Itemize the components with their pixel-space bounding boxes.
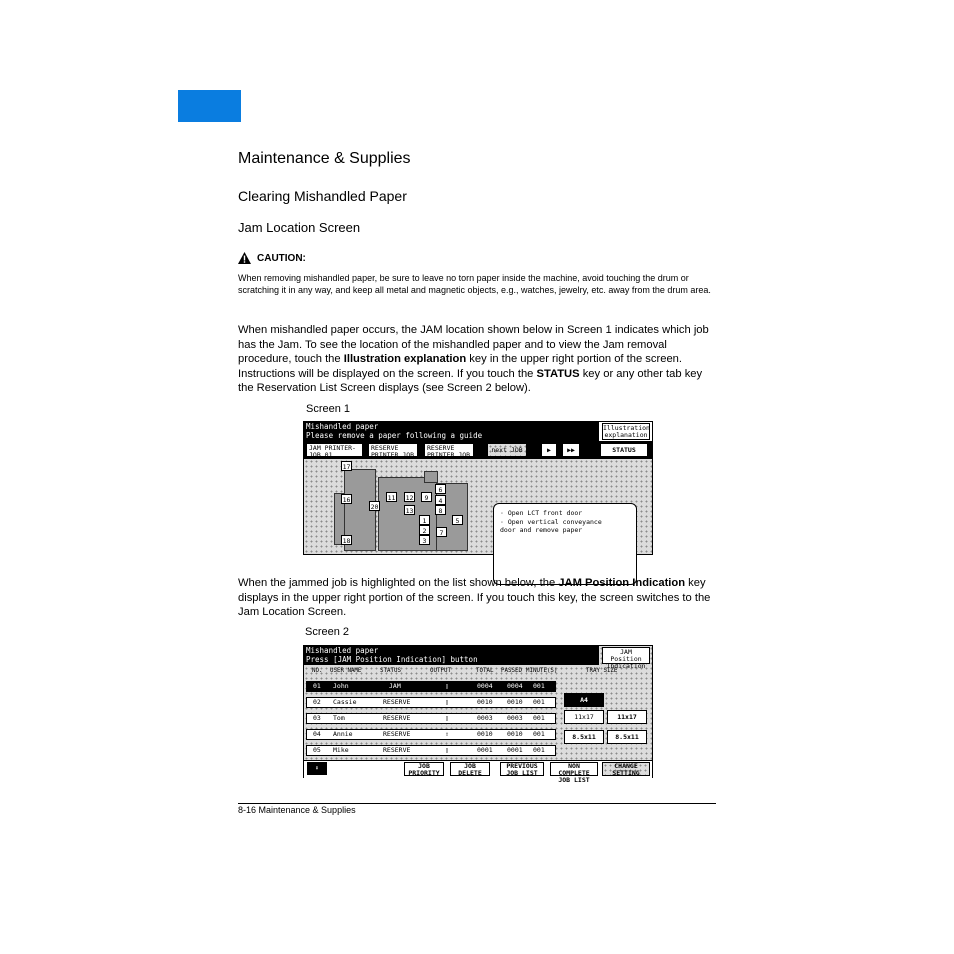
footer-page-label: 8-16 Maintenance & Supplies: [238, 805, 356, 815]
paragraph-2: [238, 576, 718, 620]
row-minutes: 001: [533, 746, 545, 754]
row-passed: 0004: [507, 682, 523, 690]
instruction-2: · Open vertical conveyance: [500, 517, 602, 526]
row-user-name: Cassie: [333, 698, 357, 706]
jam-point-7: 7: [436, 527, 447, 537]
table-row[interactable]: [306, 713, 556, 724]
jam-point-11: 11: [387, 494, 396, 502]
output-tray-icon: ▯: [445, 682, 449, 690]
output-tray-up-icon: ⇧: [445, 730, 449, 738]
job-delete-button[interactable]: JOB DELETE: [450, 762, 490, 776]
change-setting-button[interactable]: CHANGE SETTING: [602, 762, 650, 776]
status-button[interactable]: STATUS: [600, 443, 648, 457]
warning-icon: [238, 252, 251, 264]
row-status: RESERVE: [383, 746, 411, 754]
row-minutes: 001: [533, 682, 545, 690]
header-no: NO.: [312, 668, 323, 674]
play-icon[interactable]: ▶: [541, 443, 557, 457]
paragraph-1: [238, 323, 718, 396]
footer-rule: [238, 803, 716, 804]
row-user-name: Mike: [333, 746, 349, 754]
tray-11x17-left[interactable]: 11x17: [564, 710, 604, 724]
subsection-heading: Clearing Mishandled Paper: [238, 188, 407, 204]
non-complete-job-list-button[interactable]: NON COMPLETE JOB LIST: [550, 762, 598, 776]
row-status: JAM: [389, 682, 401, 690]
row-total: 0010: [477, 698, 493, 706]
row-passed: 0010: [507, 698, 523, 706]
table-row[interactable]: [306, 697, 556, 708]
row-total: 0010: [477, 730, 493, 738]
row-minutes: 001: [533, 714, 545, 722]
topic-heading: Jam Location Screen: [238, 220, 361, 235]
jam-point-12: 12: [405, 494, 414, 502]
row-user-name: Tom: [333, 714, 345, 722]
row-status: RESERVE: [383, 714, 411, 722]
row-user-name: Annie: [333, 730, 353, 738]
jam-point-5: 5: [452, 515, 463, 525]
para1-text-2: key in the upper right portion of the screen. Instructions will be displayed on the screen. If you touch the: [238, 353, 682, 380]
chapter-tab: [178, 90, 241, 122]
output-tray-icon: ▯: [445, 746, 449, 754]
tab-reserve-job-03[interactable]: RESERVE PRINTER JOB: [424, 443, 474, 457]
para1-text-1: When mishandled paper occurs, the JAM location shown below in Screen 1 indicates which job has the Jam. To see the location of the mishandled paper and to view the Jam removal procedure, touch the: [238, 324, 709, 366]
screen2-title-2: Press [JAM Position Indication] button: [306, 654, 478, 664]
row-no: 04: [313, 730, 321, 738]
table-row[interactable]: [306, 745, 556, 756]
jam-point-8: 8: [435, 505, 446, 515]
instruction-panel: [493, 503, 637, 585]
row-no: 03: [313, 714, 321, 722]
screen2-title-bar: [304, 646, 599, 665]
caution-text: When removing mishandled paper, be sure to leave no torn paper inside the machine, avoid touching the drum or scratching it in any way, and keep all metal and magnetic objects, e.g., watches, jewelry, etc. away from the drum area.: [238, 273, 711, 295]
para1-bold-2: STATUS: [536, 367, 580, 380]
row-total: 0003: [477, 714, 493, 722]
para1-text-3: key or any other tab key the Reservation List Screen displays (see Screen 2 below).: [238, 367, 703, 395]
screen1-title-2: Please remove a paper following a guide: [306, 430, 483, 440]
header-passed: PASSED: [501, 668, 522, 674]
row-status: RESERVE: [383, 730, 411, 738]
illustration-explanation-button[interactable]: Illustration explanation: [603, 424, 650, 439]
previous-job-list-button[interactable]: PREVIOUS JOB LIST: [500, 762, 544, 776]
tray-8-5x11-left[interactable]: 8.5x11: [564, 730, 604, 744]
caution-label-row: [238, 252, 306, 264]
row-status: RESERVE: [383, 698, 411, 706]
para2-text-2: key displays in the upper right portion of the screen. If you touch this key, the screen switches to the Jam Location Screen.: [238, 577, 711, 619]
header-output: OUTPUT: [430, 668, 451, 674]
row-passed: 0003: [507, 714, 523, 722]
header-status: STATUS: [380, 668, 401, 674]
jam-point-2: 2: [419, 525, 430, 535]
row-minutes: 001: [533, 698, 545, 706]
row-total: 0004: [477, 682, 493, 690]
screen1-title-1: Mishandled paper: [306, 422, 379, 431]
jam-point-4: 4: [435, 495, 446, 505]
para2-text-1: When the jammed job is highlighted on the list shown below, the: [238, 577, 559, 589]
output-tray-icon: ▯: [445, 714, 449, 722]
jam-point-3: 3: [419, 535, 430, 545]
screen1-title-bar: [304, 422, 599, 441]
row-no: 01: [313, 682, 321, 690]
row-minutes: 001: [533, 730, 545, 738]
table-row[interactable]: [306, 681, 556, 692]
para1-bold-1: Illustration explanation: [343, 353, 467, 366]
list-header: [304, 667, 652, 679]
tray-11x17-right[interactable]: 11x17: [607, 710, 647, 724]
table-row[interactable]: [306, 729, 556, 740]
output-tray-icon: ▯: [445, 698, 449, 706]
screen2-caption: Screen 2: [305, 626, 350, 638]
header-total: TOTAL: [476, 668, 494, 674]
row-total: 0001: [477, 746, 493, 754]
job-priority-button[interactable]: JOB PRIORITY: [404, 762, 444, 776]
header-user-name: USER NAME: [330, 668, 362, 674]
screen2-reservation-list: [303, 645, 653, 784]
jam-point-20: 20: [370, 503, 379, 511]
tab-jam-printer-job[interactable]: JAM PRINTER-JOB 01: [306, 443, 363, 457]
row-passed: 0010: [507, 730, 523, 738]
jam-point-18: 18: [342, 537, 351, 545]
screen1-illustration-area: [304, 459, 652, 554]
tray-a4[interactable]: A4: [564, 693, 604, 707]
header-minutes: MINUTE(S): [526, 668, 558, 674]
header-tray-size: TRAY SIZE: [586, 668, 618, 674]
jam-point-17: 17: [342, 463, 351, 471]
jam-point-1: 1: [419, 515, 430, 525]
jam-point-6: 6: [435, 484, 446, 494]
next-job-button[interactable]: next JOB: [487, 443, 527, 457]
tray-8-5x11-right[interactable]: 8.5x11: [607, 730, 647, 744]
row-passed: 0001: [507, 746, 523, 754]
fast-forward-icon[interactable]: ▶▶: [562, 443, 580, 457]
screen1-caption: Screen 1: [306, 403, 351, 415]
instruction-3: door and remove paper: [500, 526, 583, 534]
section-heading: Maintenance & Supplies: [238, 150, 411, 167]
row-no: 02: [313, 698, 321, 706]
tab-reserve-job-02[interactable]: RESERVE PRINTER JOB: [368, 443, 418, 457]
row-user-name: John: [333, 682, 349, 690]
top-unit: [424, 471, 438, 483]
screen1-jam-location: [303, 421, 653, 555]
para2-bold-1: JAM Position Indication: [558, 577, 686, 589]
jam-point-16: 16: [342, 496, 351, 504]
jam-position-indication-button[interactable]: JAM Position Indication: [602, 647, 650, 664]
instruction-1: · Open LCT front door: [500, 509, 583, 517]
screen2-title-1: Mishandled paper: [306, 646, 379, 655]
jam-point-9: 9: [421, 492, 432, 502]
row-no: 05: [313, 746, 321, 754]
jam-point-13: 13: [405, 507, 414, 515]
scroll-down-icon[interactable]: ⬇: [307, 762, 327, 775]
caution-label: CAUTION:: [257, 252, 306, 264]
